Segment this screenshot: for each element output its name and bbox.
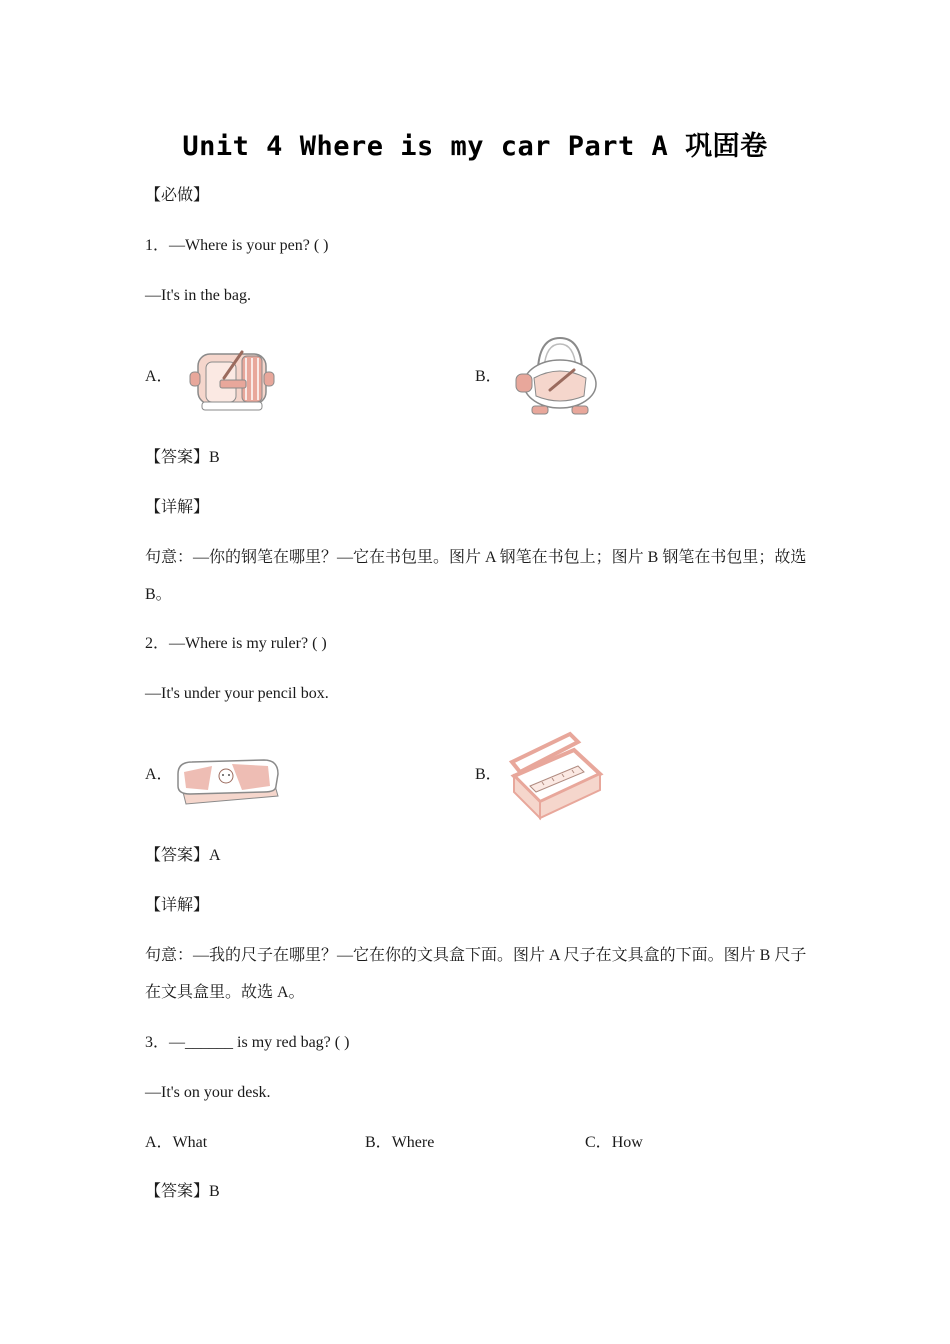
option-letter: C． bbox=[585, 1134, 612, 1151]
question-2-answer: 【答案】A bbox=[145, 847, 221, 864]
question-text: —Where is my ruler? ( ) bbox=[169, 635, 327, 652]
question-1-prompt bbox=[145, 236, 329, 256]
q3-option-a[interactable] bbox=[145, 1133, 207, 1153]
ruler-in-pencil-box-icon[interactable] bbox=[508, 730, 604, 822]
q2-option-a-letter[interactable]: A． bbox=[145, 766, 173, 783]
question-2-explanation: 句意：—我的尺子在哪里？—它在你的文具盒下面。图片 A 尺子在文具盒的下面。图片 B 尺子在文具盒里。故选 A。 bbox=[145, 947, 807, 1001]
question-3-prompt bbox=[145, 1033, 349, 1053]
question-1-reply: —It's in the bag. bbox=[145, 287, 251, 304]
q2-option-b-letter[interactable]: B． bbox=[475, 766, 502, 783]
q1-option-b-letter[interactable]: B． bbox=[475, 368, 502, 385]
question-2-detail-label: 【详解】 bbox=[145, 897, 210, 914]
q3-option-b[interactable] bbox=[365, 1133, 434, 1153]
q1-option-a-letter[interactable]: A． bbox=[145, 368, 173, 385]
page-title: Unit 4 Where is my car Part A 巩固卷 bbox=[182, 131, 768, 162]
option-text: How bbox=[611, 1134, 643, 1151]
option-letter: A． bbox=[145, 1134, 173, 1151]
bag-with-pen-inside-icon[interactable] bbox=[510, 334, 606, 420]
question-1-answer: 【答案】B bbox=[145, 449, 220, 466]
question-3-reply: —It's on your desk. bbox=[145, 1084, 271, 1101]
option-text: Where bbox=[391, 1134, 435, 1151]
option-text: What bbox=[172, 1134, 208, 1151]
question-text: —Where is your pen? ( ) bbox=[169, 237, 329, 254]
section-label: 【必做】 bbox=[145, 187, 210, 204]
question-1-detail-label: 【详解】 bbox=[145, 499, 210, 516]
question-1-explanation: 句意：—你的钢笔在哪里？—它在书包里。图片 A 钢笔在书包上；图片 B 钢笔在书包里；故选 B。 bbox=[145, 549, 807, 603]
question-number: 2． bbox=[145, 635, 170, 652]
q3-option-c[interactable] bbox=[585, 1133, 643, 1153]
bag-with-pen-on-top-icon[interactable] bbox=[184, 346, 280, 416]
ruler-under-pencil-box-icon[interactable] bbox=[172, 752, 282, 808]
question-2-prompt bbox=[145, 634, 327, 654]
question-2-reply: —It's under your pencil box. bbox=[145, 685, 329, 702]
question-number: 3． bbox=[145, 1034, 170, 1051]
question-number: 1． bbox=[145, 237, 170, 254]
question-text: —______ is my red bag? ( ) bbox=[169, 1034, 350, 1051]
option-letter: B． bbox=[365, 1134, 392, 1151]
question-3-answer: 【答案】B bbox=[145, 1183, 220, 1200]
